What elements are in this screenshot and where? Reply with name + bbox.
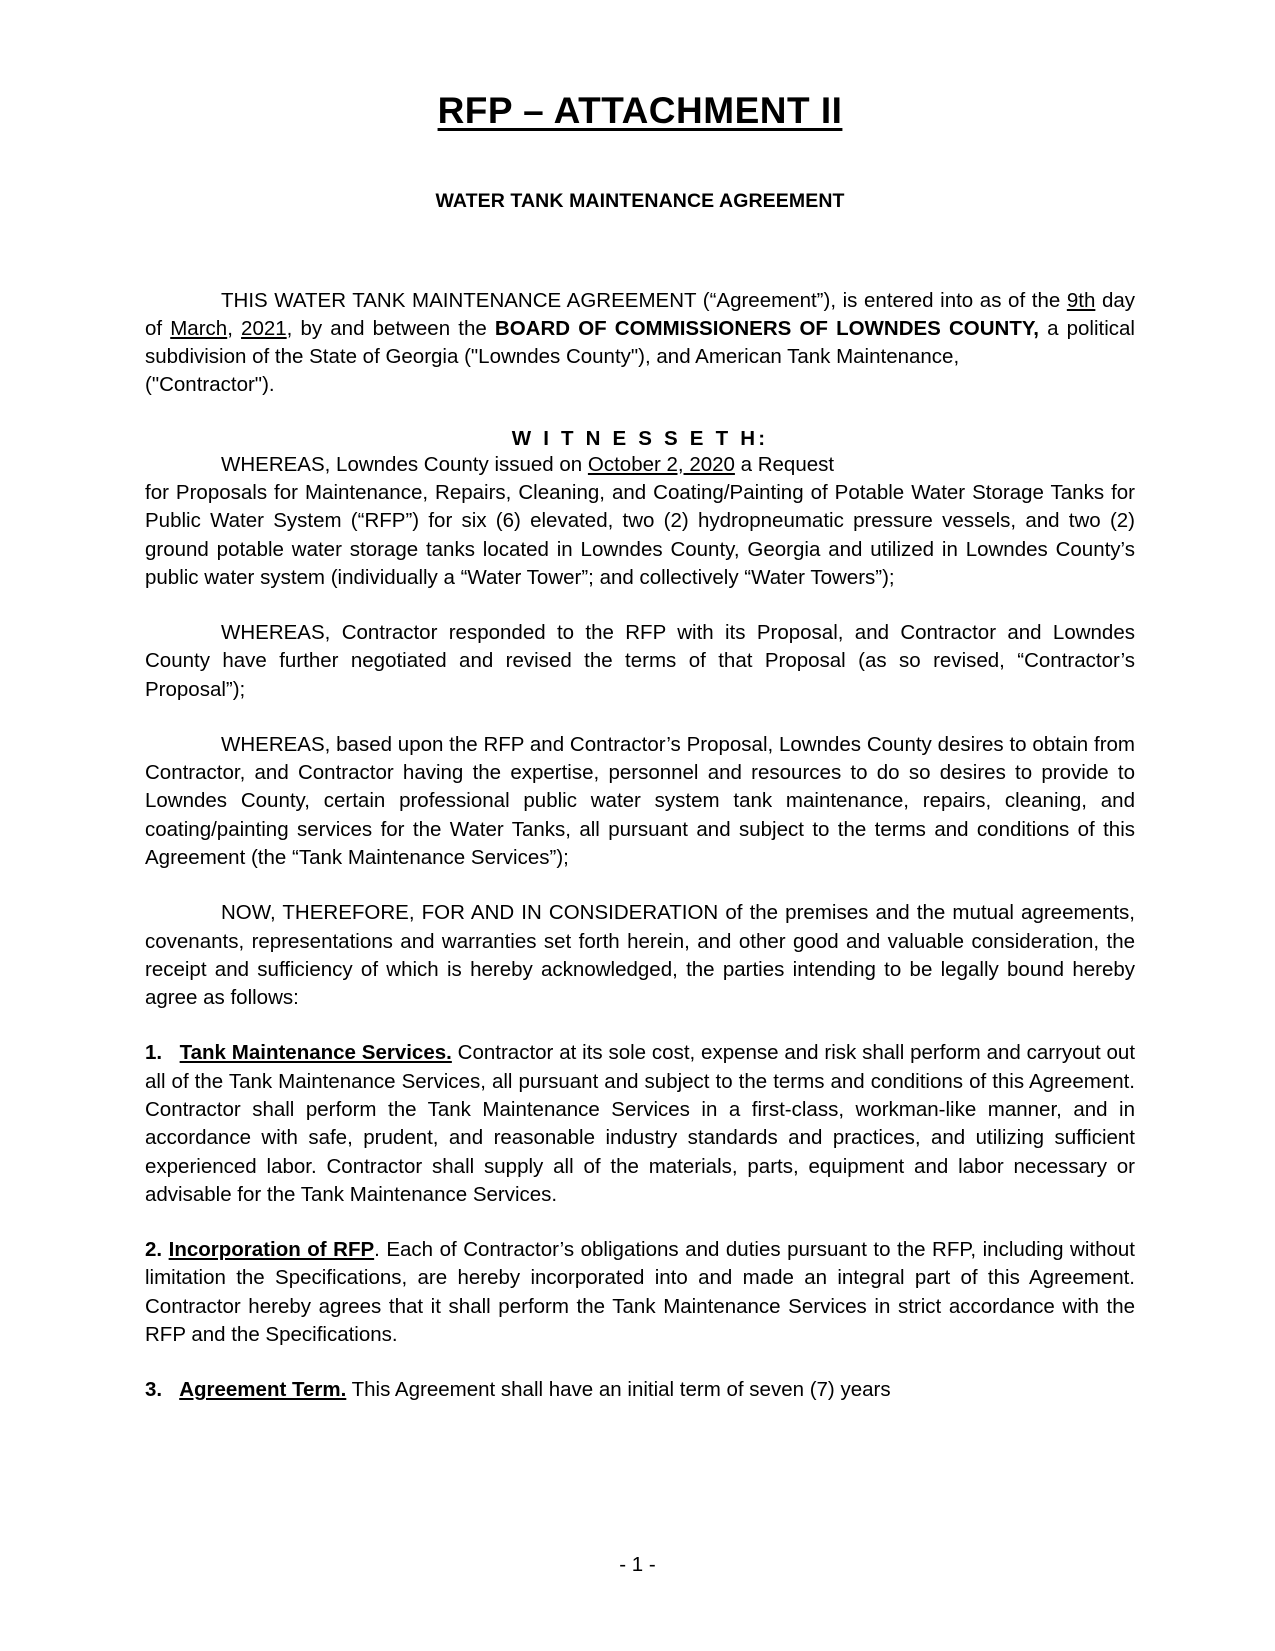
section-1-number: 1. [145,1041,163,1065]
section-3-number: 3. [145,1378,163,1402]
section-3-body: This Agreement shall have an initial term of seven (7) years [346,1378,891,1402]
preamble-text-2: day of [145,288,1135,340]
section-2-heading: Incorporation of RFP [168,1238,375,1262]
rfp-issue-date-value: October 2, 2020 [587,452,735,476]
agreement-year-value: 2021 [241,316,287,340]
recital-1-line-1 [145,451,1135,479]
recital-3-text: WHEREAS, based upon the RFP and Contractor’s Proposal, Lowndes County desires to obtain from Contractor, and Contractor having the expertise, personnel and resources to do so desires to provide to Lowndes County, certain professional public water system tank maintenance, repairs, cleaning, and coating/painting services for the Water Tanks, all pursuant and subject to the terms and conditions of this Agreement (the “Tank Maintenance Services”); [145,732,1135,870]
section-1-heading: Tank Maintenance Services. [179,1041,452,1065]
recital-1-text-a: WHEREAS, Lowndes County issued on [221,452,588,476]
party-name-bold: BOARD OF COMMISSIONERS OF LOWNDES COUNTY, [494,316,1039,340]
section-1 [145,1039,1135,1209]
page-number-footer: - 1 - [619,1553,656,1576]
preamble-text-3: , [227,316,242,340]
preamble-text-5: a political subdivision of the State of Georgia ("Lowndes County"), and American Tank Maintenance, [145,316,1135,369]
preamble-text-1: THIS WATER TANK MAINTENANCE AGREEMENT (“Agreement”), is entered into as of the [221,288,1067,312]
witnesseth-heading: W I T N E S S E T H: [511,426,769,450]
section-2-body: . Each of Contractor’s obligations and duties pursuant to the RFP, including without limitation the Specifications, are hereby incorporated into and made an integral part of this Agreement. Contractor hereby agrees that it shall perform the Tank Maintenance Services in strict accordance with the RFP and the Specifications. [145,1238,1135,1346]
preamble-contractor-line: ("Contractor"). [145,373,275,397]
preamble-text-4: , by and between the [286,316,495,340]
now-therefore-text: NOW, THEREFORE, FOR AND IN CONSIDERATION of the premises and the mutual agreements, covenants, representations and warranties set forth herein, and other good and valuable consideration, the receipt and sufficiency of which is hereby acknowledged, the parties intending to be legally bound hereby agree as follows: [145,901,1135,1010]
section-2 [145,1236,1135,1349]
section-2-number: 2. [145,1238,163,1262]
agreement-day-value: 9th [1066,288,1096,312]
recital-2-text: WHEREAS, Contractor responded to the RFP with its Proposal, and Contractor and Lowndes County have further negotiated and revised the terms of that Proposal (as so revised, “Contractor’s Proposal”); [145,621,1135,701]
recital-2 [145,619,1135,704]
recital-1-body: for Proposals for Maintenance, Repairs, Cleaning, and Coating/Painting of Potable Water Storage Tanks for Public Water System (“RFP”) for six (6) elevated, two (2) hydropneumatic pressure vessels, and two (2) ground potable water storage tanks located in Lowndes County, Georgia and utilized in Lowndes County’s public water system (individually a “Water Tower”; and collectively “Water Towers”); [145,480,1135,589]
page-title [145,90,1135,133]
preamble-paragraph [145,287,1135,372]
section-3 [145,1376,1135,1404]
recital-1-text-b: a Request [734,452,835,476]
section-1-body: Contractor at its sole cost, expense and risk shall perform and carryout out all of the Tank Maintenance Services, all pursuant and subject to the terms and conditions of this Agreement. Contractor shall perform the Tank Maintenance Services in a first-class, workman-like manner, and in accordance with safe, prudent, and reasonable industry standards and practices, and utilizing sufficient experienced labor. Contractor shall supply all of the materials, parts, equipment and labor necessary or advisable for the Tank Maintenance Services. [145,1041,1136,1206]
page-title-text: RFP – ATTACHMENT II [437,90,843,131]
section-3-heading: Agreement Term. [179,1378,347,1402]
agreement-month-value: March [170,316,228,340]
now-therefore-paragraph [145,899,1135,1012]
recital-3 [145,731,1135,872]
document-subtitle: WATER TANK MAINTENANCE AGREEMENT [435,189,845,212]
